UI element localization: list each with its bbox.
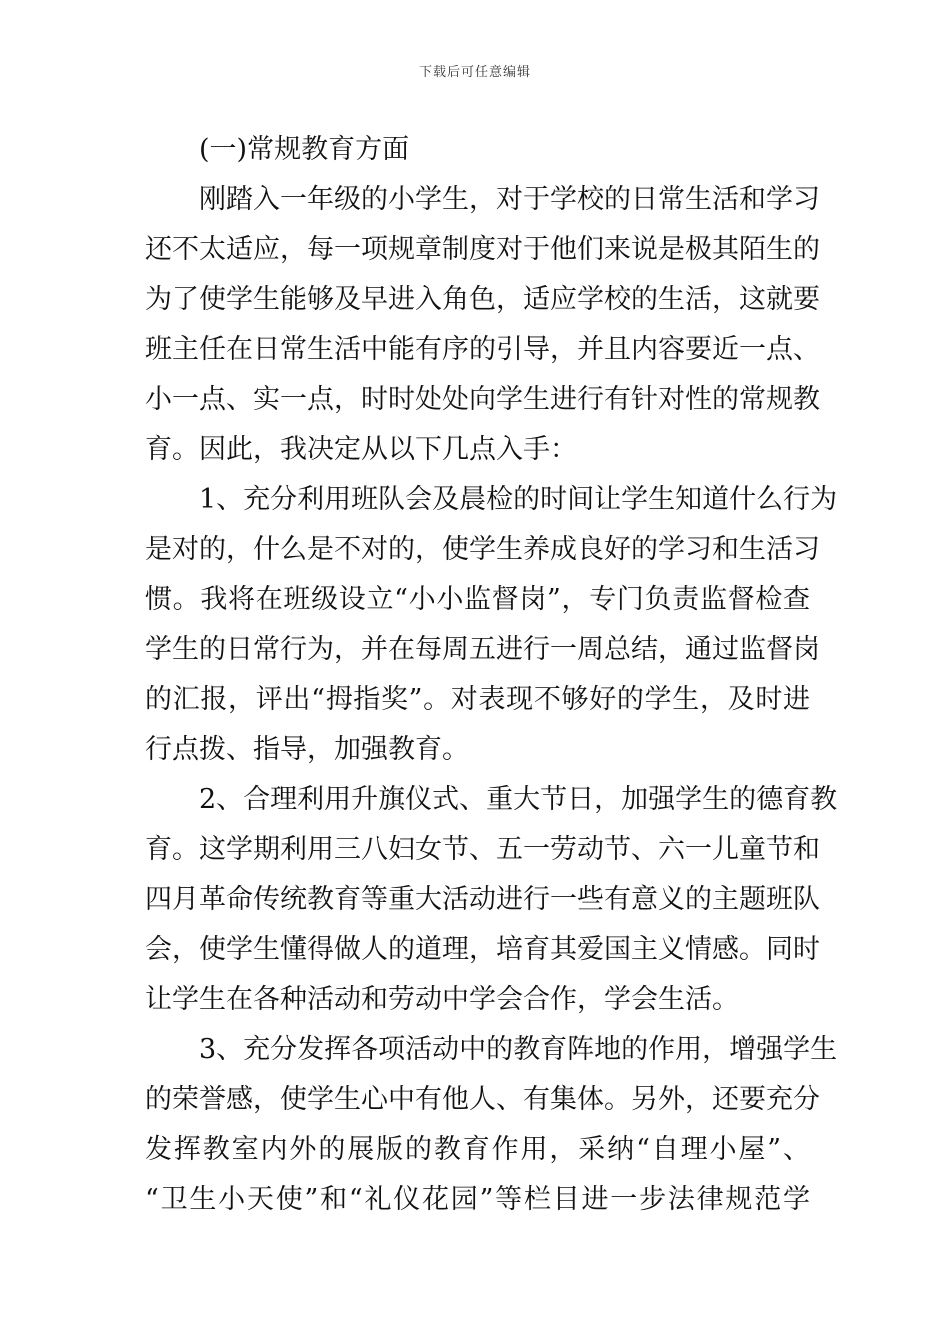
paragraph-line: 小一点、实一点，时时处处向学生进行有针对性的常规教	[145, 384, 820, 415]
paragraph-line: 四月革命传统教育等重大活动进行一些有意义的主题班队	[145, 884, 820, 915]
paragraph-line: 育。因此，我决定从以下几点入手：	[145, 434, 577, 465]
paragraph-line: 会，使学生懂得做人的道理，培育其爱国主义情感。同时	[145, 934, 820, 965]
paragraph-line: 行点拨、指导，加强教育。	[145, 734, 469, 765]
header-note: 下载后可任意编辑	[418, 65, 531, 80]
paragraph-line: 育。这学期利用三八妇女节、五一劳动节、六一儿童节和	[145, 834, 820, 865]
paragraph-line: 1、充分利用班队会及晨检的时间让学生知道什么行为	[199, 484, 838, 515]
paragraph-line: 为了使学生能够及早进入角色，适应学校的生活，这就要	[145, 284, 820, 315]
paragraph-line: 的荣誉感，使学生心中有他人、有集体。另外，还要充分	[145, 1084, 820, 1115]
paragraph-line: 还不太适应，每一项规章制度对于他们来说是极其陌生的	[145, 234, 820, 265]
paragraph-line: “卫生小天使”和“礼仪花园”等栏目进一步法律规范学	[145, 1184, 810, 1215]
paragraph-line: 让学生在各种活动和劳动中学会合作，学会生活。	[145, 984, 739, 1015]
paragraph-line: 刚踏入一年级的小学生，对于学校的日常生活和学习	[199, 184, 820, 215]
paragraph-line: 发挥教室内外的展版的教育作用，采纳“自理小屋”、	[145, 1134, 810, 1165]
paragraph-line: 的汇报，评出“拇指奖”。对表现不够好的学生，及时进	[145, 684, 810, 715]
paragraph-line: 惯。我将在班级设立“小小监督岗”，专门负责监督检查	[145, 584, 810, 615]
paragraph-line: 2、合理利用升旗仪式、重大节日，加强学生的德育教	[199, 784, 838, 815]
paragraph-line: 班主任在日常生活中能有序的引导，并且内容要近一点、	[145, 334, 820, 365]
paragraph-line: 3、充分发挥各项活动中的教育阵地的作用，增强学生	[199, 1034, 838, 1065]
paragraph-line: 学生的日常行为，并在每周五进行一周总结，通过监督岗	[145, 634, 820, 665]
paragraph-line: 是对的，什么是不对的，使学生养成良好的学习和生活习	[145, 534, 820, 565]
section-heading: (一)常规教育方面	[199, 134, 410, 165]
